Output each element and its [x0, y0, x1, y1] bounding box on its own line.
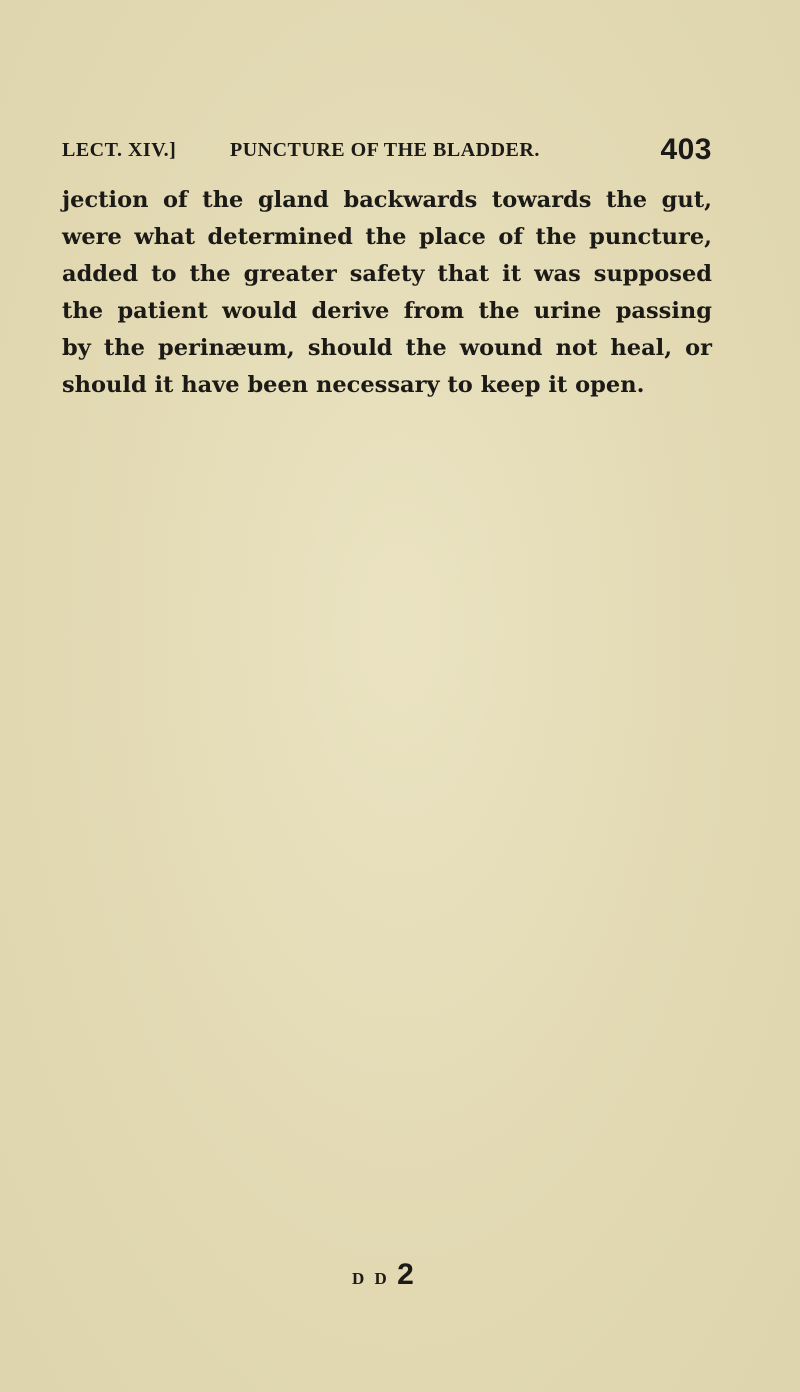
body-paragraph [62, 182, 712, 404]
signature-letters: D D [352, 1269, 390, 1288]
text-line: should it have been necessary to keep it open. [62, 372, 645, 398]
signature-number: 2 [397, 1258, 414, 1291]
text-line: added to the greater safety that it was supposed [62, 261, 712, 287]
running-head [62, 133, 712, 173]
text-line: the patient would derive from the urine passing [62, 298, 712, 324]
text-line: jection of the gland backwards towards the gut, [62, 187, 712, 213]
signature-mark [352, 1258, 414, 1292]
text-line: were what determined the place of the puncture, [62, 224, 712, 250]
lecture-number: LECT. XIV.] [62, 139, 177, 161]
text-line: by the perinæum, should the wound not heal, or [62, 335, 712, 361]
chapter-title: PUNCTURE OF THE BLADDER. [230, 139, 540, 161]
page-number: 403 [660, 133, 712, 166]
